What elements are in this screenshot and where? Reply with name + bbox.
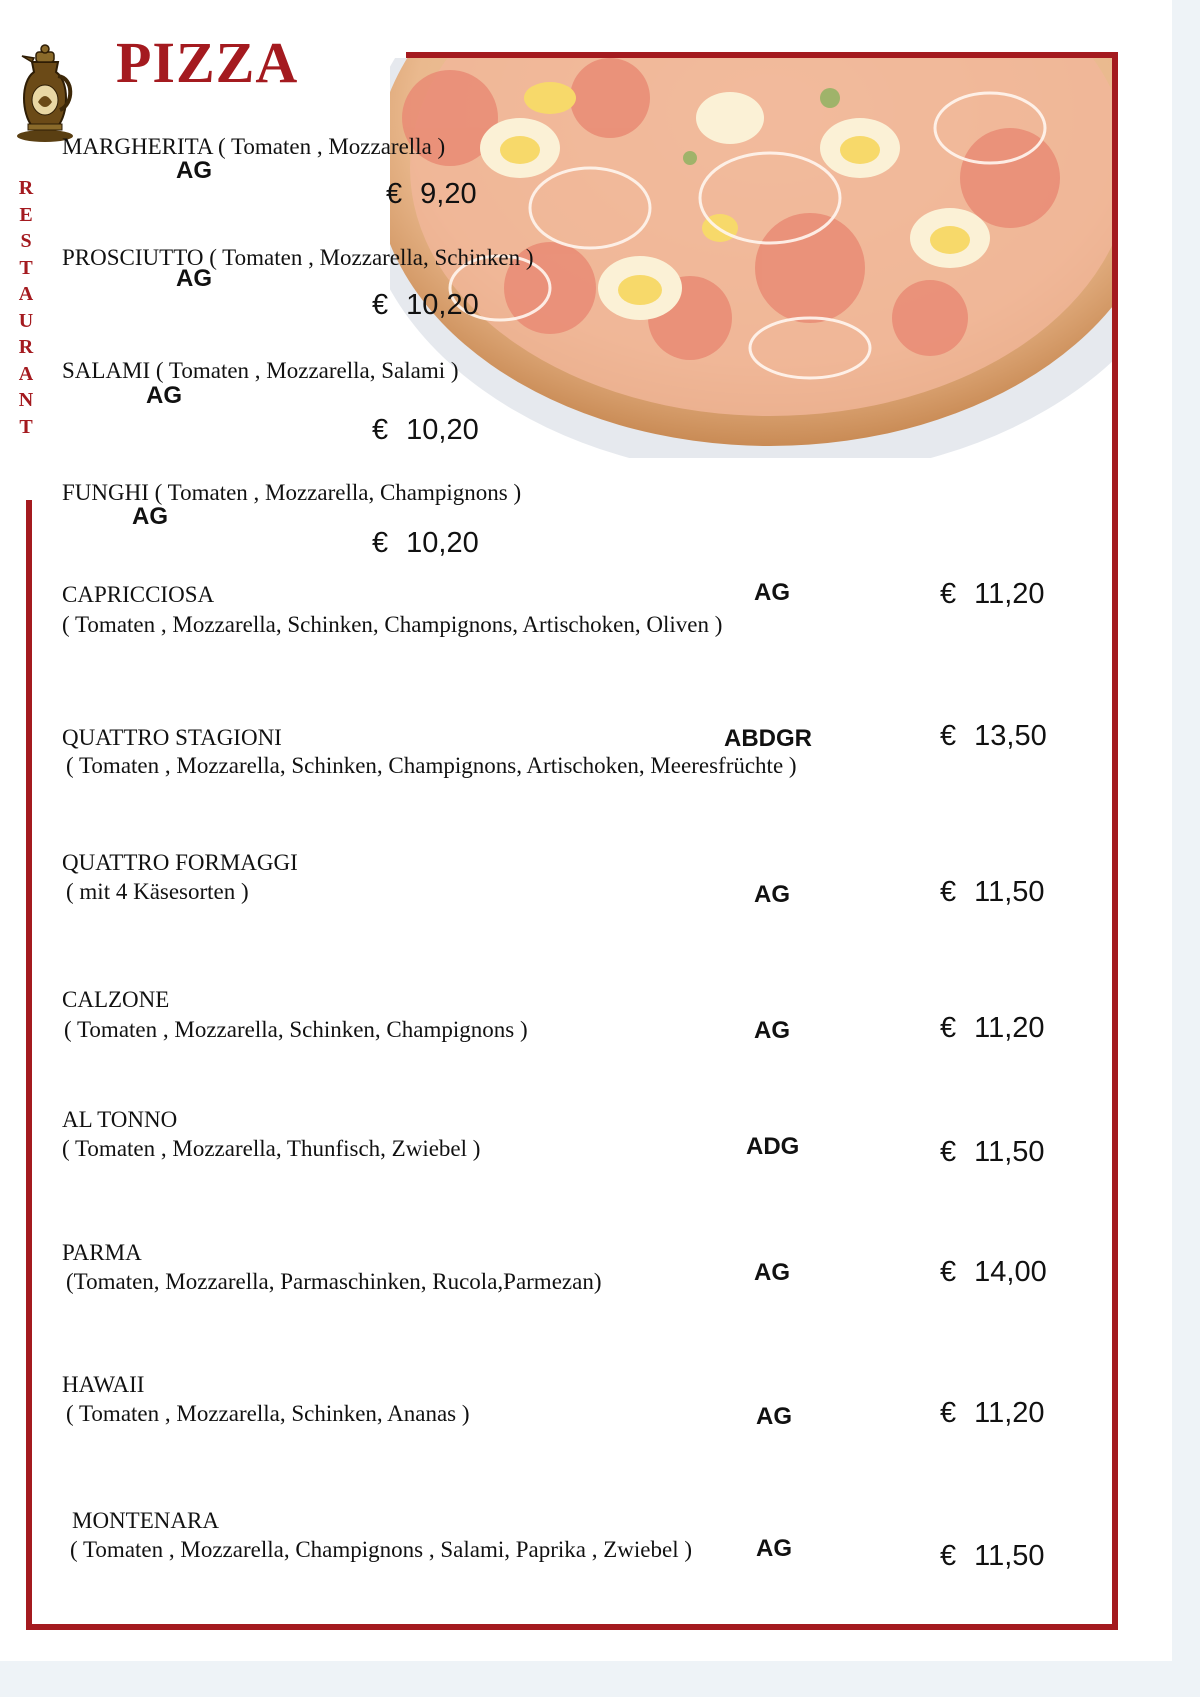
page-edge-strip <box>1172 0 1200 1697</box>
allergen-code: AG <box>756 1403 792 1430</box>
euro-sign: € <box>940 578 957 610</box>
menu-item-desc: ( Tomaten , Mozzarella ) <box>217 134 446 159</box>
vertical-letter: N <box>18 389 34 411</box>
menu-item-desc: ( Tomaten , Mozzarella, Salami ) <box>155 358 459 383</box>
vertical-letter: U <box>18 309 34 332</box>
vertical-letter: R <box>18 336 34 358</box>
menu-item-desc: ( Tomaten , Mozzarella, Champignons ) <box>154 480 522 505</box>
allergen-code: ABDGR <box>724 725 812 752</box>
allergen-code: AG <box>756 1535 792 1562</box>
allergen-code: AG <box>176 157 212 184</box>
euro-sign: € <box>940 876 957 908</box>
menu-item-desc: ( mit 4 Käsesorten ) <box>66 879 249 904</box>
menu-item-desc: ( Tomaten , Mozzarella, Schinken, Champignons, Artischoken, Oliven ) <box>62 612 723 637</box>
allergen-code: AG <box>132 503 168 530</box>
menu-item-price: € 11,50 <box>940 876 1045 908</box>
euro-sign: € <box>372 527 389 559</box>
euro-sign: € <box>940 720 957 752</box>
page-bottom-strip <box>0 1661 1200 1697</box>
menu-item-name: QUATTRO FORMAGGI <box>62 850 298 875</box>
allergen-code: AG <box>754 1259 790 1286</box>
euro-sign: € <box>940 1256 957 1288</box>
menu-item-price: € 10,20 <box>372 527 479 559</box>
frame-right-line <box>1112 52 1118 1630</box>
euro-sign: € <box>940 1397 957 1429</box>
menu-item-price: € 11,20 <box>940 578 1045 610</box>
menu-item-price: € 11,50 <box>940 1136 1045 1168</box>
vertical-letter: T <box>19 415 33 438</box>
frame-top-line <box>406 52 1118 58</box>
menu-item-price: € 11,20 <box>940 1397 1045 1429</box>
euro-sign: € <box>372 289 389 321</box>
menu-item-name: HAWAII <box>62 1372 145 1397</box>
menu-item-price: € 14,00 <box>940 1256 1047 1288</box>
euro-sign: € <box>386 178 403 210</box>
menu-item-price: € 11,20 <box>940 1012 1045 1044</box>
frame-bottom-line <box>26 1624 1118 1630</box>
allergen-code: AG <box>754 881 790 908</box>
menu-item-name: AL TONNO <box>62 1107 178 1132</box>
menu-item-name: MONTENARA <box>72 1508 219 1533</box>
allergen-code: AG <box>176 265 212 292</box>
vertical-letter: E <box>19 203 33 226</box>
menu-item-name: PROSCIUTTO ( Tomaten , Mozzarella, Schinken ) <box>62 245 534 270</box>
allergen-code: AG <box>754 579 790 606</box>
menu-item-name: SALAMI ( Tomaten , Mozzarella, Salami ) <box>62 358 459 383</box>
allergen-code: AG <box>754 1017 790 1044</box>
menu-item-desc: ( Tomaten , Mozzarella, Schinken ) <box>209 245 534 270</box>
menu-item-price: € 9,20 <box>386 178 477 210</box>
allergen-code: ADG <box>746 1133 800 1160</box>
vertical-restaurant-label <box>18 175 34 440</box>
menu-item-desc: ( Tomaten , Mozzarella, Schinken, Ananas ) <box>66 1401 470 1426</box>
menu-item-desc: ( Tomaten , Mozzarella, Thunfisch, Zwiebel ) <box>62 1136 481 1161</box>
allergen-code: AG <box>146 382 182 409</box>
euro-sign: € <box>372 414 389 446</box>
menu-item-name: MARGHERITA ( Tomaten , Mozzarella ) <box>62 134 446 159</box>
euro-sign: € <box>940 1136 957 1168</box>
vertical-letter: A <box>18 362 34 385</box>
menu-item-name: FUNGHI ( Tomaten , Mozzarella, Champignons ) <box>62 480 522 505</box>
euro-sign: € <box>940 1540 957 1572</box>
menu-item-name: CAPRICCIOSA <box>62 582 215 607</box>
menu-item-price: € 11,50 <box>940 1540 1045 1572</box>
menu-item-desc: (Tomaten, Mozzarella, Parmaschinken, Rucola,Parmezan) <box>66 1269 602 1294</box>
wine-jug-logo <box>12 42 78 144</box>
menu-item-name: QUATTRO STAGIONI <box>62 725 282 750</box>
menu-item-price: € 10,20 <box>372 289 479 321</box>
page-title: PIZZA <box>116 30 299 95</box>
frame-left-line <box>26 500 32 1630</box>
vertical-letter: S <box>20 230 32 252</box>
menu-item-desc: ( Tomaten , Mozzarella, Schinken, Champignons ) <box>64 1017 528 1042</box>
menu-item-price: € 13,50 <box>940 720 1047 752</box>
vertical-letter: A <box>18 283 34 305</box>
vertical-letter: R <box>18 177 34 199</box>
menu-item-desc: ( Tomaten , Mozzarella, Champignons , Salami, Paprika , Zwiebel ) <box>70 1537 692 1562</box>
euro-sign: € <box>940 1012 957 1044</box>
menu-item-name: PARMA <box>62 1240 142 1265</box>
menu-item-name: CALZONE <box>62 987 170 1012</box>
menu-item-desc: ( Tomaten , Mozzarella, Schinken, Champignons, Artischoken, Meeresfrüchte ) <box>66 753 797 778</box>
menu-item-price: € 10,20 <box>372 414 479 446</box>
vertical-letter: T <box>19 256 33 279</box>
